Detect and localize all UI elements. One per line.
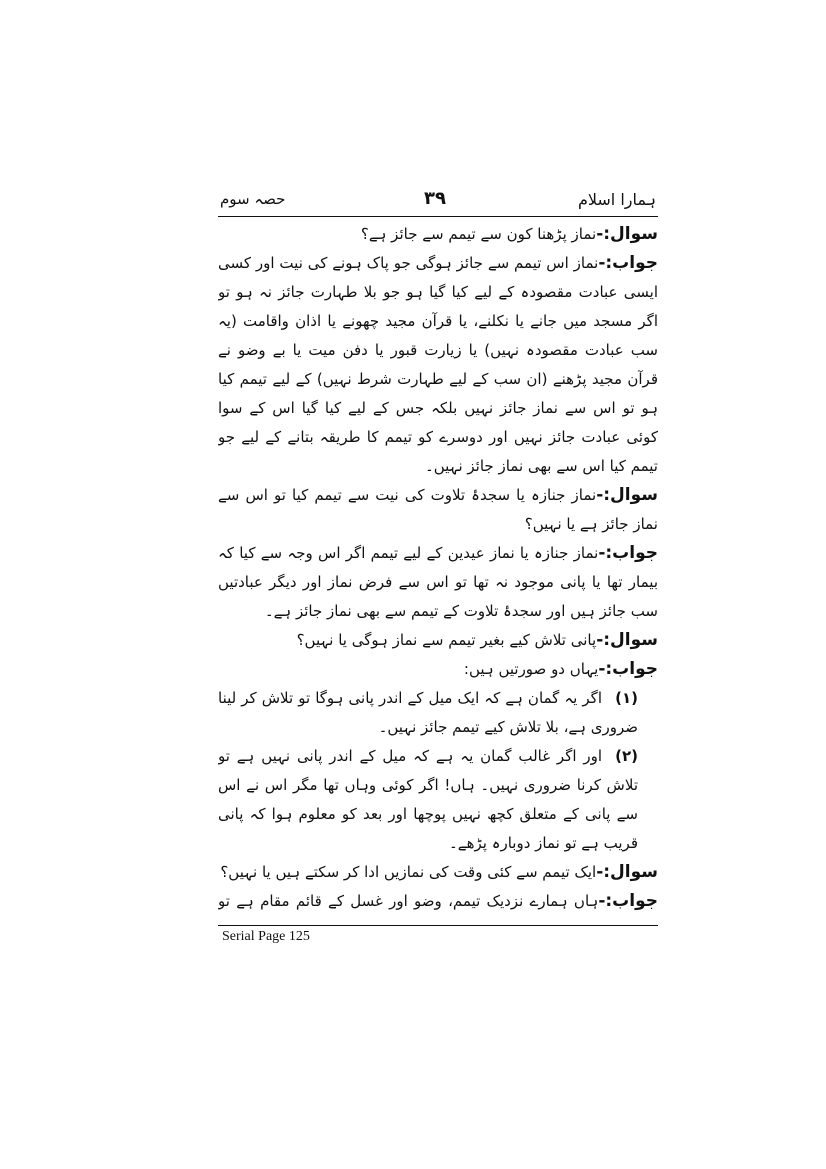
question-label: سوال:-	[596, 630, 658, 650]
part-label: حصہ سوم	[220, 190, 286, 208]
answer-label: جواب:-	[598, 891, 658, 911]
page-header	[218, 188, 658, 218]
question-2	[218, 481, 658, 539]
question-4	[218, 858, 658, 887]
case-1	[218, 684, 658, 742]
answer-text: یہاں دو صورتیں ہیں:	[463, 660, 599, 678]
book-page	[218, 188, 658, 958]
question-text: پانی تلاش کیے بغیر تیمم سے نماز ہوگی یا نہیں؟	[296, 631, 597, 649]
question-label: سوال:-	[596, 224, 658, 244]
page-number: ۳۹	[424, 188, 446, 209]
answer-text: نماز جنازہ یا نماز عیدین کے لیے تیمم اگر اس وجہ سے کیا کہ بیمار تھا یا پانی موجود نہ تھا تو اس سے فرض نماز اور دیگر عبادتیں سب جائز ہیں اور سجدۂ تلاوت کے تیمم سے بھی نماز جائز ہے۔	[218, 544, 658, 620]
answer-2	[218, 539, 658, 626]
case-2	[218, 742, 658, 858]
question-1	[218, 220, 658, 249]
answer-text: نماز اس تیمم سے جائز ہوگی جو پاک ہونے کی نیت اور کسی ایسی عبادت مقصودہ کے لیے کیا گیا ہو جو بلا طہارت جائز نہ ہو تو اگر مسجد میں جانے یا نکلنے، یا قرآن مجید چھونے یا اذان واقامت (یہ سب عبادت مقصودہ نہیں) یا زیارت قبور یا دفن میت یا بے وضو نے قرآن مجید پڑھنے (ان سب کے لیے طہارت شرط نہیں) کے لیے تیمم کیا ہو تو اس سے نماز جائز نہیں بلکہ جس کے لیے کیا گیا اس کے سوا کوئی عبادت جائز نہیں اور دوسرے کو تیمم کا طریقہ بتانے کے لیے جو تیمم کیا اس سے بھی نماز جائز نہیں۔	[218, 254, 658, 475]
page-body	[218, 220, 658, 922]
footer-divider	[218, 925, 658, 926]
answer-text: ہاں ہمارے نزدیک تیمم، وضو اور غسل کے قائم مقام ہے تو	[218, 892, 599, 910]
question-text: نماز جنازہ یا سجدۂ تلاوت کی نیت سے تیمم کیا تو اس سے نماز جائز ہے یا نہیں؟	[218, 486, 658, 533]
answer-label: جواب:-	[598, 253, 658, 273]
answer-3	[218, 655, 658, 684]
case-text: اگر یہ گمان ہے کہ ایک میل کے اندر پانی ہوگا تو تلاش کر لینا ضروری ہے، بلا تلاش کیے تیمم جائز نہیں۔	[218, 689, 638, 736]
header-divider	[218, 216, 658, 217]
case-number: (۱)	[615, 689, 638, 707]
book-title: ہمارا اسلام	[577, 190, 656, 209]
question-text: ایک تیمم سے کئی وقت کی نمازیں ادا کر سکتے ہیں یا نہیں؟	[220, 863, 597, 881]
answer-label: جواب:-	[598, 659, 658, 679]
case-number: (۲)	[615, 747, 638, 765]
case-text: اور اگر غالب گمان یہ ہے کہ میل کے اندر پانی نہیں ہے تو تلاش کرنا ضروری نہیں۔ ہاں! اگر کوئی وہاں تھا مگر اس نے اس سے پانی کے متعلق کچھ نہیں پوچھا اور بعد کو معلوم ہوا کہ پانی قریب ہے تو نماز دوبارہ پڑھے۔	[218, 747, 638, 852]
question-label: سوال:-	[596, 862, 658, 882]
answer-label: جواب:-	[598, 543, 658, 563]
question-text: نماز پڑھنا کون سے تیمم سے جائز ہے؟	[360, 225, 597, 243]
question-3	[218, 626, 658, 655]
question-label: سوال:-	[596, 485, 658, 505]
answer-4	[218, 887, 658, 922]
serial-page-label: Serial Page 125	[222, 929, 310, 944]
answer-1	[218, 249, 658, 481]
